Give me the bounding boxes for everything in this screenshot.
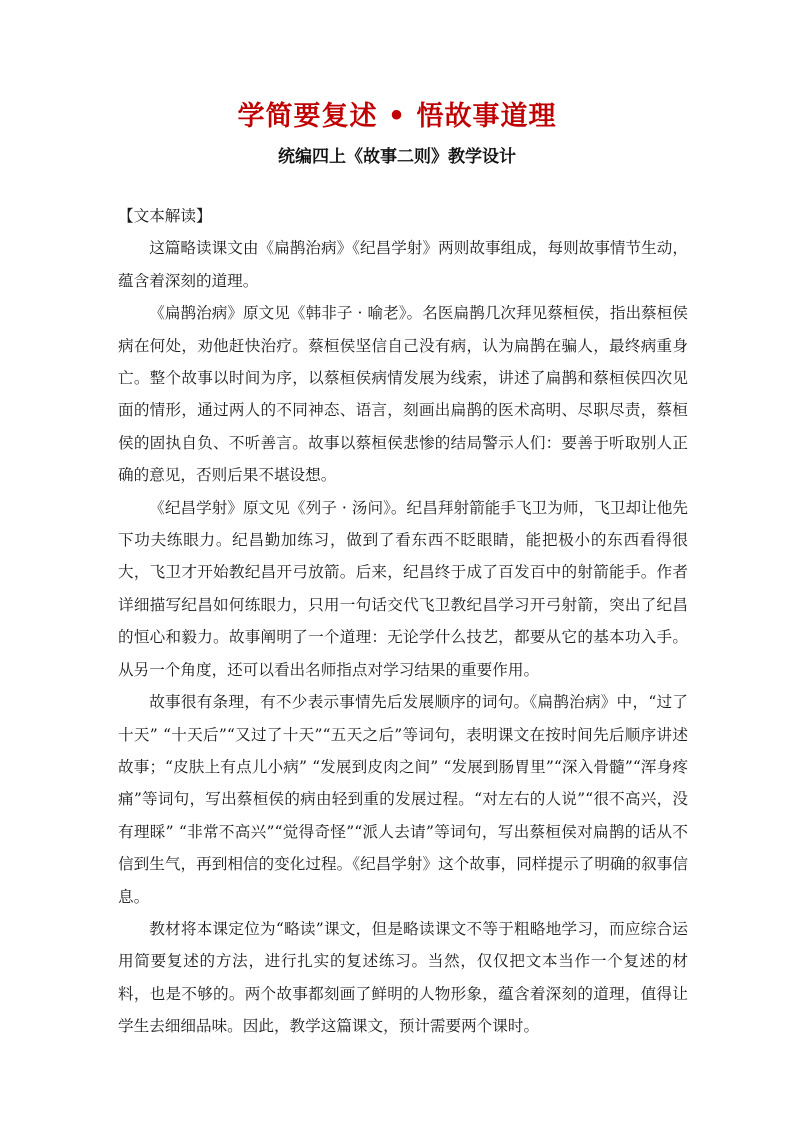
paragraph-intro: 这篇略读课文由《扁鹊治病》《纪昌学射》两则故事组成，每则故事情节生动，蕴含着深刻的道理。 xyxy=(118,239,688,290)
document-body xyxy=(118,200,688,1043)
section-heading: 【文本解读】 xyxy=(118,207,212,225)
document-title: 学简要复述 • 悟故事道理 xyxy=(237,101,557,132)
document-subtitle: 统编四上《故事二则》教学设计 xyxy=(278,147,516,167)
paragraph-jichang: 《纪昌学射》原文见《列子 · 汤问》。纪昌拜射箭能手飞卫为师，飞卫却让他先下功夫练眼力。纪昌勤加练习，做到了看东西不眨眼睛，能把极小的东西看得很大，飞卫才开始教纪昌开弓放箭。后来，纪昌终于成了百发百中的射箭能手。作者详细描写纪昌如何练眼力，只用一句话交代飞卫教纪昌学习开弓射箭，突出了纪昌的恒心和毅力。故事阐明了一个道理：无论学什么技艺，都要从它的基本功入手。从另一个角度，还可以看出名师指点对学习结果的重要作用。 xyxy=(118,498,688,679)
paragraph-structure: 故事很有条理，有不少表示事情先后发展顺序的词句。《扁鹊治病》中，“过了十天” “十天后”“又过了十天”“五天之后”等词句，表明课文在按时间先后顺序讲述故事；“皮肤上有点儿小病” “发展到皮肉之间” “发展到肠胃里”“深入骨髓”“浑身疼痛”等词句，写出蔡桓侯的病由轻到重的发展过程。“对左右的人说”“很不高兴，没有理睬” “非常不高兴”“觉得奇怪”“派人去请”等词句，写出蔡桓侯对扁鹊的话从不信到生气，再到相信的变化过程。《纪昌学射》这个故事，同样提示了明确的叙事信息。 xyxy=(118,693,688,906)
paragraph-bianque: 《扁鹊治病》原文见《韩非子 · 喻老》。名医扁鹊几次拜见蔡桓侯，指出蔡桓侯病在何处，劝他赶快治疗。蔡桓侯坚信自己没有病，认为扁鹊在骗人，最终病重身亡。整个故事以时间为序，以蔡桓侯病情发展为线索，讲述了扁鹊和蔡桓侯四次见面的情形，通过两人的不同神态、语言，刻画出扁鹊的医术高明、尽职尽责，蔡桓侯的固执自负、不听善言。故事以蔡桓侯悲惨的结局警示人们：要善于听取别人正确的意见，否则后果不堪设想。 xyxy=(118,304,688,485)
paragraph-teaching: 教材将本课定位为“略读”课文，但是略读课文不等于粗略地学习，而应综合运用简要复述的方法，进行扎实的复述练习。当然，仅仅把文本当作一个复述的材料，也是不够的。两个故事都刻画了鲜明的人物形象，蕴含着深刻的道理，值得让学生去细细品味。因此，教学这篇课文，预计需要两个课时。 xyxy=(118,919,688,1036)
